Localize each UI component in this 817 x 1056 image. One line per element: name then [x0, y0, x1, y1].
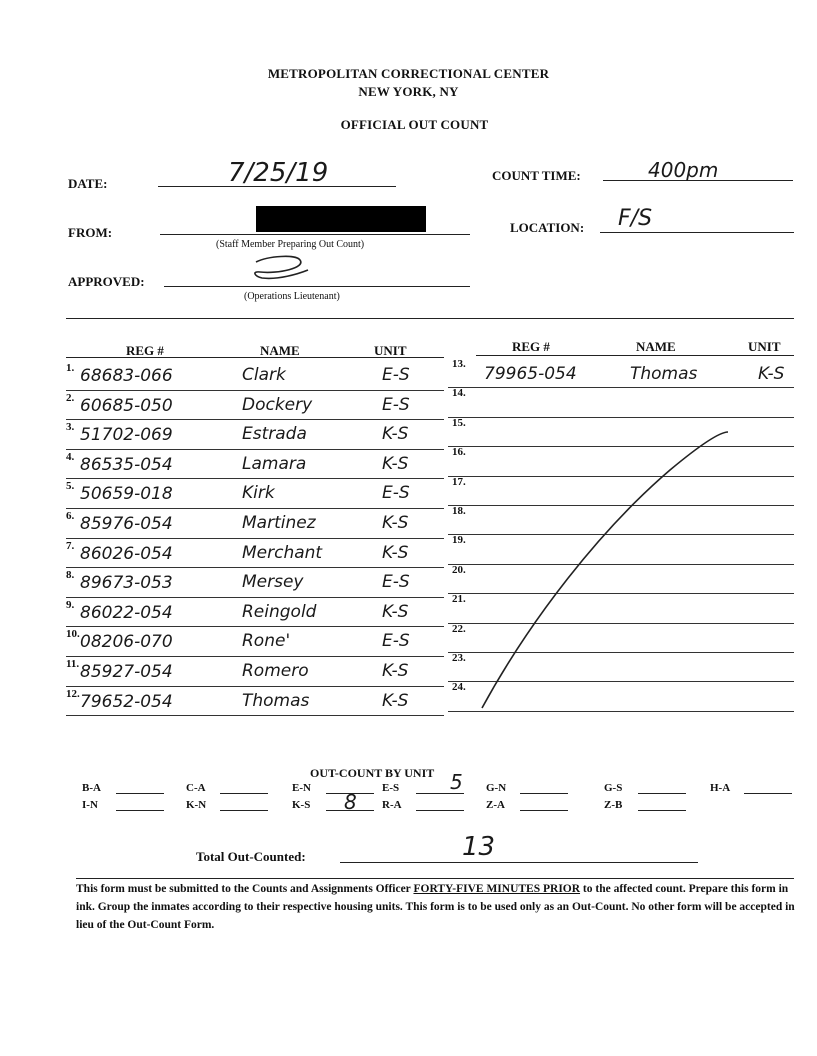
name-cell: Mersey — [242, 572, 304, 593]
unit-count-blank — [220, 793, 268, 794]
unit-cell: E-S — [382, 483, 410, 504]
name-cell: Martinez — [242, 513, 316, 533]
approved-caption: (Operations Lieutenant) — [244, 291, 340, 302]
outcount-title: OUT-COUNT BY UNIT — [310, 766, 435, 780]
unit-code-label: E-N — [292, 782, 311, 794]
name-cell: Thomas — [242, 690, 310, 711]
row-number: 18. — [452, 505, 466, 517]
row-number: 10. — [66, 628, 80, 641]
total-underline — [340, 862, 698, 863]
total-value: 13 — [462, 832, 496, 862]
reg-number-cell: 51702-069 — [80, 425, 173, 446]
reg-number-cell: 86535-054 — [80, 454, 173, 475]
row-underline — [66, 538, 444, 539]
unit-code-label: Z-A — [486, 799, 505, 811]
row-underline — [66, 656, 444, 657]
row-number: 12. — [66, 687, 80, 700]
row-number: 6. — [66, 510, 75, 522]
footer-note — [76, 880, 796, 934]
unit-code-label: R-A — [382, 799, 402, 811]
row-number: 19. — [452, 534, 466, 547]
location-value: F/S — [618, 206, 653, 231]
unit-cell: E-S — [382, 572, 410, 593]
row-number: 24. — [452, 681, 466, 694]
name-cell: Kirk — [242, 483, 275, 504]
reg-number-cell: 86026-054 — [80, 543, 173, 564]
row-underline — [448, 387, 794, 388]
name-cell: Reingold — [242, 601, 317, 622]
row-underline — [66, 508, 444, 509]
row-underline — [66, 419, 444, 420]
date-value: 7/25/19 — [228, 158, 329, 188]
name-cell: Romero — [242, 661, 309, 681]
reg-number-cell: 50659-018 — [80, 484, 173, 505]
unit-cell: K-S — [758, 364, 785, 384]
header-line-2: NEW YORK, NY — [358, 84, 459, 99]
unit-count-blank — [520, 793, 568, 794]
from-label: FROM: — [68, 225, 113, 240]
row-underline — [66, 478, 444, 479]
row-number: 21. — [452, 593, 466, 606]
redaction-bar — [256, 206, 426, 232]
row-number: 22. — [452, 622, 466, 635]
row-underline — [448, 417, 794, 418]
reg-number-cell: 79652-054 — [80, 691, 173, 712]
reg-number-cell: 08206-070 — [80, 632, 173, 653]
location-label: LOCATION: — [510, 220, 585, 235]
unit-count-blank — [520, 810, 568, 811]
unit-code-label: H-A — [710, 782, 731, 794]
right-name-header: NAME — [636, 339, 676, 354]
header-underline-right — [476, 355, 794, 356]
footer-note-part1: This form must be submitted to the Counts and Assignments Officer — [76, 883, 414, 895]
unit-count-blank — [638, 810, 686, 811]
unit-cell: E-S — [382, 631, 410, 652]
row-number: 9. — [66, 598, 75, 611]
unit-cell: E-S — [382, 394, 410, 415]
cross-out-line — [470, 420, 770, 720]
row-number: 15. — [452, 416, 466, 429]
reg-number-cell: 68683-066 — [80, 366, 173, 386]
row-number: 1. — [66, 362, 75, 374]
row-underline — [66, 715, 444, 716]
reg-number-cell: 85976-054 — [80, 514, 173, 534]
ks-count-value: 8 — [344, 790, 357, 814]
row-number: 17. — [452, 475, 466, 488]
header-line-3: OFFICIAL OUT COUNT — [340, 117, 489, 132]
count-time-value: 400pm — [648, 158, 719, 182]
row-number: 2. — [66, 391, 75, 404]
unit-cell: K-S — [382, 453, 409, 474]
unit-count-blank — [220, 810, 268, 811]
unit-code-label: B-A — [82, 782, 101, 794]
reg-number-cell: 86022-054 — [80, 602, 173, 623]
footer-note-emphasis: FORTY-FIVE MINUTES PRIOR — [413, 883, 581, 895]
reg-number-cell: 79965-054 — [484, 364, 577, 384]
reg-number-cell: 60685-050 — [80, 395, 173, 416]
unit-code-label: Z-B — [604, 799, 623, 811]
name-cell: Merchant — [242, 542, 323, 563]
unit-count-blank — [116, 810, 164, 811]
section-separator — [66, 318, 794, 319]
unit-code-label: I-N — [82, 799, 98, 811]
right-unit-header: UNIT — [748, 339, 781, 354]
unit-cell: K-S — [382, 513, 409, 533]
reg-number-cell: 89673-053 — [80, 573, 173, 594]
reg-number-cell: 85927-054 — [80, 662, 173, 682]
left-name-header: NAME — [260, 343, 300, 358]
header-underline-left — [66, 357, 444, 358]
row-number: 4. — [66, 450, 75, 463]
unit-cell: K-S — [382, 424, 409, 445]
from-caption: (Staff Member Preparing Out Count) — [216, 239, 365, 250]
right-reg-header: REG # — [512, 339, 550, 354]
location-underline — [600, 232, 794, 233]
unit-count-blank — [116, 793, 164, 794]
unit-cell: E-S — [382, 365, 410, 385]
name-cell: Dockery — [242, 394, 313, 415]
unit-count-blank — [416, 810, 464, 811]
name-cell: Thomas — [630, 364, 698, 384]
row-underline — [66, 626, 444, 627]
row-number: 8. — [66, 569, 75, 582]
name-cell: Estrada — [242, 424, 307, 445]
row-underline — [66, 567, 444, 568]
footer-note-part2: to the affected count. Prepare this form in ink. Group the inmates according to their respective housing units. This form is to be used only as an Out-Count. No other form will be accepted in lieu of the Out-Count Form. — [76, 883, 795, 931]
row-underline — [66, 449, 444, 450]
footer-separator — [76, 878, 794, 879]
row-number: 14. — [452, 387, 466, 400]
from-underline — [160, 234, 470, 235]
unit-code-label: C-A — [186, 782, 206, 794]
row-number: 11. — [66, 658, 80, 670]
unit-code-label: K-S — [292, 799, 311, 811]
row-number: 16. — [452, 446, 466, 459]
approved-label: APPROVED: — [68, 274, 145, 289]
row-number: 3. — [66, 421, 75, 434]
date-label: DATE: — [68, 176, 108, 191]
unit-cell: K-S — [382, 542, 409, 563]
unit-count-blank — [638, 793, 686, 794]
unit-code-label: G-S — [604, 782, 623, 794]
left-unit-header: UNIT — [374, 343, 407, 358]
header-line-1: METROPOLITAN CORRECTIONAL CENTER — [267, 66, 550, 81]
left-reg-header: REG # — [126, 343, 164, 358]
unit-count-blank — [744, 793, 792, 794]
unit-cell: K-S — [382, 661, 409, 681]
name-cell: Rone' — [242, 631, 291, 652]
row-number: 20. — [452, 563, 466, 576]
row-number: 13. — [452, 358, 466, 370]
approved-underline — [164, 286, 470, 287]
unit-code-label: K-N — [186, 799, 207, 811]
row-number: 23. — [452, 652, 466, 664]
row-number: 7. — [66, 539, 75, 552]
name-cell: Clark — [242, 365, 286, 385]
unit-cell: K-S — [382, 690, 409, 711]
unit-code-label: G-N — [486, 782, 507, 794]
row-underline — [66, 597, 444, 598]
es-count-value: 5 — [450, 770, 463, 794]
count-time-label: COUNT TIME: — [492, 168, 581, 183]
row-underline — [66, 686, 444, 687]
unit-code-label: E-S — [382, 782, 400, 794]
row-underline — [66, 390, 444, 391]
approval-signature — [248, 252, 318, 284]
total-label: Total Out-Counted: — [196, 849, 306, 864]
name-cell: Lamara — [242, 453, 307, 474]
row-number: 5. — [66, 480, 75, 493]
unit-cell: K-S — [382, 601, 409, 622]
